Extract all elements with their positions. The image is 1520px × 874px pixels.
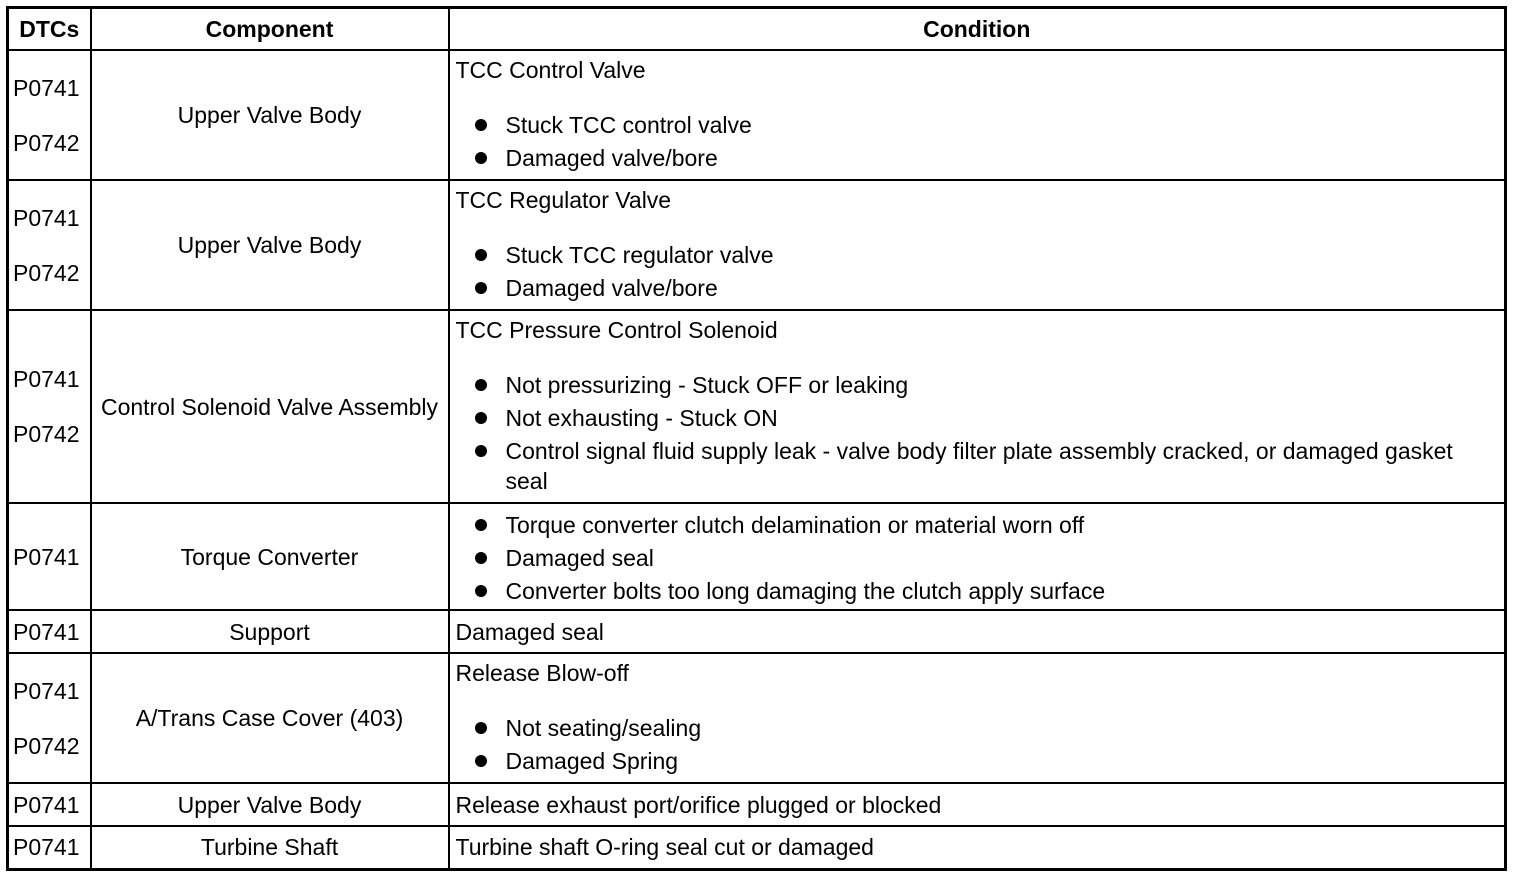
dtc-code: P0741 xyxy=(13,74,80,101)
bullet-text: Damaged seal xyxy=(505,545,654,571)
dtc-code: P0741 xyxy=(13,204,80,231)
bullet-icon xyxy=(475,152,487,164)
header-row xyxy=(8,8,1506,51)
bullet-text: Damaged Spring xyxy=(505,748,679,774)
header-dtcs: DTCs xyxy=(8,8,91,51)
table-row xyxy=(8,610,1506,653)
bullet-text: Converter bolts too long damaging the clutch apply surface xyxy=(505,578,1106,604)
component-cell: A/Trans Case Cover (403) xyxy=(91,653,449,783)
list-item xyxy=(456,240,1499,270)
bullet-text: Not exhausting - Stuck ON xyxy=(505,405,778,431)
condition-cell xyxy=(449,50,1506,180)
dtc-cell xyxy=(8,180,91,310)
condition-cell: Release exhaust port/orifice plugged or blocked xyxy=(449,783,1506,826)
bullet-icon xyxy=(475,755,487,767)
component-cell: Upper Valve Body xyxy=(91,50,449,180)
bullet-icon xyxy=(475,585,487,597)
component-cell: Support xyxy=(91,610,449,653)
dtc-table-container xyxy=(6,6,1507,868)
header-condition: Condition xyxy=(449,8,1506,51)
condition-cell: Turbine shaft O-ring seal cut or damaged xyxy=(449,826,1506,869)
condition-title: TCC Pressure Control Solenoid xyxy=(455,317,778,343)
dtc-code: P0741 xyxy=(13,618,80,645)
list-item xyxy=(456,273,1499,303)
dtc-code: P0742 xyxy=(13,732,80,759)
component-cell: Turbine Shaft xyxy=(91,826,449,869)
list-item xyxy=(456,576,1499,606)
bullet-text: Stuck TCC regulator valve xyxy=(505,242,774,268)
condition-title: TCC Regulator Valve xyxy=(455,187,672,213)
condition-list xyxy=(456,510,1499,606)
bullet-text: Not seating/sealing xyxy=(505,715,702,741)
dtc-cell xyxy=(8,503,91,610)
table-row xyxy=(8,826,1506,869)
list-item xyxy=(456,543,1499,573)
bullet-icon xyxy=(475,379,487,391)
dtc-cell xyxy=(8,310,91,503)
component-cell: Control Solenoid Valve Assembly xyxy=(91,310,449,503)
condition-cell: Damaged seal xyxy=(449,610,1506,653)
dtc-code: P0742 xyxy=(13,129,80,156)
condition-title: TCC Control Valve xyxy=(455,57,646,83)
component-cell: Upper Valve Body xyxy=(91,180,449,310)
dtc-code: P0741 xyxy=(13,543,80,570)
header-component: Component xyxy=(91,8,449,51)
component-cell: Torque Converter xyxy=(91,503,449,610)
bullet-icon xyxy=(475,249,487,261)
table-row xyxy=(8,180,1506,310)
dtc-cell xyxy=(8,826,91,869)
table-row xyxy=(8,503,1506,610)
bullet-text: Torque converter clutch delamination or material worn off xyxy=(505,512,1085,538)
dtc-cell xyxy=(8,653,91,783)
bullet-text: Stuck TCC control valve xyxy=(505,112,752,138)
list-item xyxy=(456,436,1499,496)
dtc-cell xyxy=(8,783,91,826)
dtc-code: P0742 xyxy=(13,421,80,447)
condition-list xyxy=(456,240,1499,303)
list-item xyxy=(456,713,1499,743)
table-row xyxy=(8,50,1506,180)
condition-list xyxy=(456,713,1499,776)
table-row xyxy=(8,653,1506,783)
list-item xyxy=(456,403,1499,433)
list-item xyxy=(456,370,1499,400)
dtc-code: P0741 xyxy=(13,834,80,861)
dtc-condition-table xyxy=(6,6,1507,871)
bullet-text: Damaged valve/bore xyxy=(505,145,718,171)
dtc-code: P0741 xyxy=(13,366,80,392)
bullet-icon xyxy=(475,445,487,457)
bullet-icon xyxy=(475,282,487,294)
list-item xyxy=(456,143,1499,173)
condition-cell xyxy=(449,653,1506,783)
bullet-icon xyxy=(475,119,487,131)
bullet-icon xyxy=(475,519,487,531)
bullet-icon xyxy=(475,722,487,734)
condition-title: Release Blow-off xyxy=(455,660,629,686)
table-row xyxy=(8,783,1506,826)
dtc-code: P0742 xyxy=(13,259,80,286)
condition-cell xyxy=(449,180,1506,310)
list-item xyxy=(456,510,1499,540)
bullet-text: Control signal fluid supply leak - valve body filter plate assembly cracked, or damaged gasket seal xyxy=(505,438,1453,494)
dtc-cell xyxy=(8,50,91,180)
component-cell: Upper Valve Body xyxy=(91,783,449,826)
dtc-code: P0741 xyxy=(13,791,80,818)
list-item xyxy=(456,110,1499,140)
bullet-text: Damaged valve/bore xyxy=(505,275,718,301)
condition-cell xyxy=(449,503,1506,610)
condition-list xyxy=(456,110,1499,173)
condition-list xyxy=(456,370,1499,496)
list-item xyxy=(456,746,1499,776)
dtc-cell xyxy=(8,610,91,653)
bullet-text: Not pressurizing - Stuck OFF or leaking xyxy=(505,372,909,398)
dtc-code: P0741 xyxy=(13,677,80,704)
condition-cell xyxy=(449,310,1506,503)
table-row xyxy=(8,310,1506,503)
bullet-icon xyxy=(475,412,487,424)
bullet-icon xyxy=(475,552,487,564)
